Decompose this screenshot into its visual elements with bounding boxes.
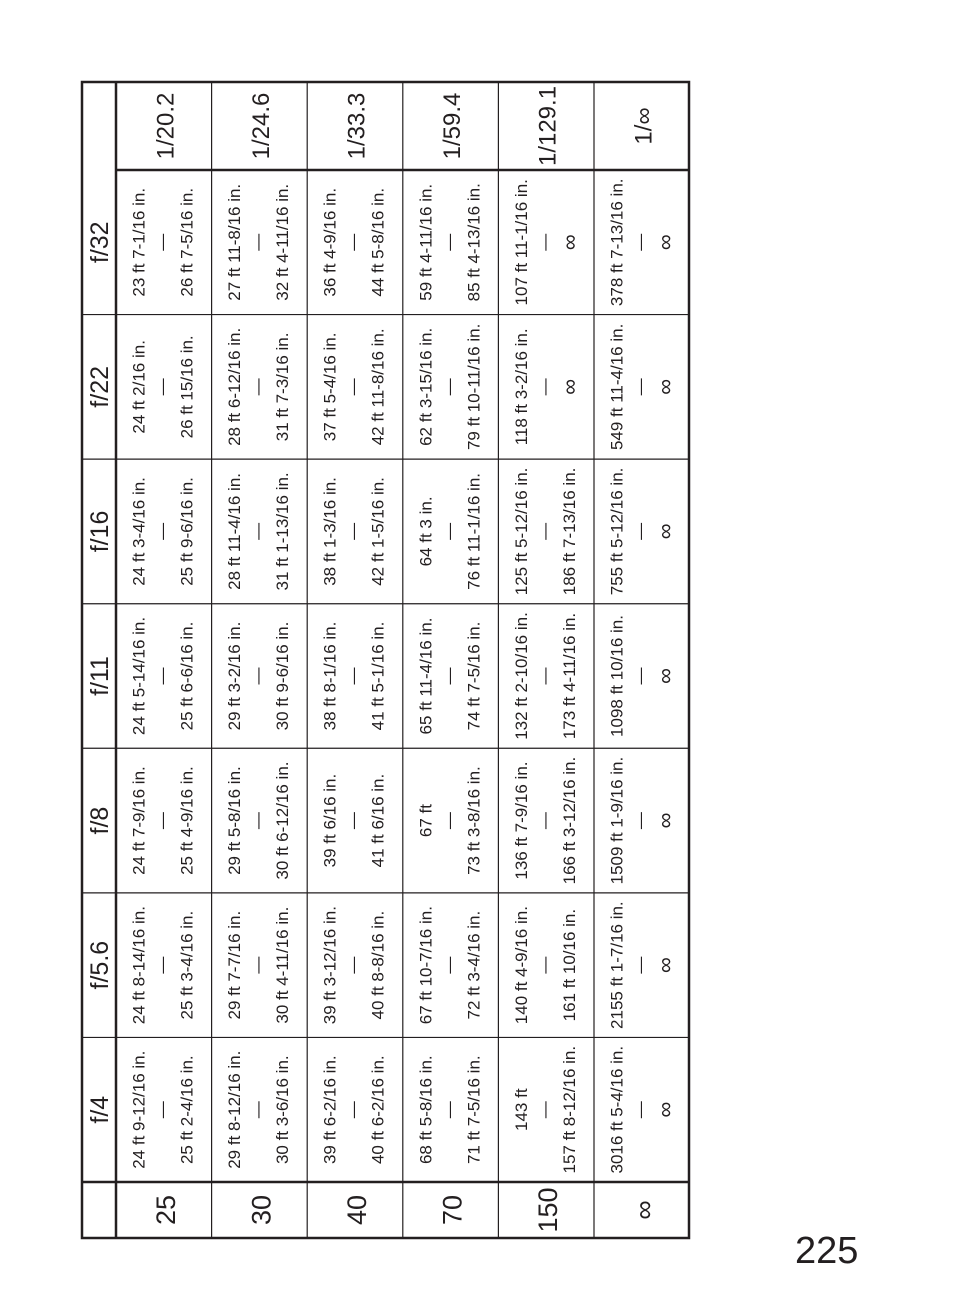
range-dash: —	[343, 378, 363, 396]
range-dash: —	[152, 812, 172, 830]
near-limit: 23 ft 7-1/16 in.	[129, 187, 149, 297]
far-limit: 25 ft 9-6/16 in.	[177, 477, 197, 586]
near-limit: 67 ft	[416, 804, 436, 838]
distance-label: ∞	[628, 1200, 659, 1220]
range-dash: —	[630, 233, 650, 251]
far-limit: 26 ft 15/16 in.	[177, 335, 197, 439]
near-limit: 39 ft 6/16 in.	[320, 773, 340, 868]
far-limit: 41 ft 5-1/16 in.	[368, 621, 388, 731]
near-limit: 27 ft 11-8/16 in.	[225, 183, 245, 301]
magnification-ratio: 1/33.3	[343, 92, 371, 160]
magnification-ratio: 1/129.1	[534, 85, 562, 167]
page-number: 225	[795, 1230, 859, 1272]
range-dash: —	[630, 956, 650, 974]
far-limit: 30 ft 3-6/16 in.	[273, 1055, 293, 1165]
range-dash: —	[534, 378, 554, 396]
near-limit: 28 ft 6-12/16 in.	[225, 327, 245, 446]
near-limit: 24 ft 8-14/16 in.	[129, 906, 149, 1025]
far-limit: ∞	[652, 1101, 678, 1118]
range-dash: —	[152, 1101, 172, 1119]
near-limit: 143 ft	[511, 1088, 531, 1131]
near-limit: 107 ft 11-1/16 in.	[511, 179, 531, 306]
range-dash: —	[439, 378, 459, 396]
near-limit: 37 ft 5-4/16 in.	[320, 332, 340, 442]
range-dash: —	[534, 233, 554, 251]
near-limit: 3016 ft 5-4/16 in.	[607, 1045, 627, 1174]
near-limit: 24 ft 2/16 in.	[129, 340, 149, 434]
near-limit: 39 ft 6-2/16 in.	[320, 1055, 340, 1165]
range-dash: —	[152, 522, 172, 540]
far-limit: 161 ft 10/16 in.	[559, 908, 579, 1022]
range-dash: —	[248, 812, 268, 830]
near-limit: 118 ft 3-2/16 in.	[511, 328, 531, 446]
near-limit: 24 ft 3-4/16 in.	[129, 477, 149, 586]
range-dash: —	[248, 1101, 268, 1119]
near-limit: 39 ft 3-12/16 in.	[320, 906, 340, 1025]
range-dash: —	[439, 812, 459, 830]
near-limit: 755 ft 5-12/16 in.	[607, 467, 627, 596]
far-limit: 25 ft 4-9/16 in.	[177, 766, 197, 875]
range-dash: —	[152, 956, 172, 974]
far-limit: 166 ft 3-12/16 in.	[559, 756, 579, 885]
distance-label: 30	[246, 1194, 277, 1226]
near-limit: 38 ft 1-3/16 in.	[320, 477, 340, 586]
far-limit: 76 ft 11-1/16 in.	[464, 472, 484, 590]
range-dash: —	[343, 1101, 363, 1119]
near-limit: 136 ft 7-9/16 in.	[511, 761, 531, 880]
far-limit: 173 ft 4-11/16 in.	[559, 612, 579, 740]
range-dash: —	[439, 667, 459, 685]
near-limit: 68 ft 5-8/16 in.	[416, 1055, 436, 1165]
near-limit: 29 ft 3-2/16 in.	[225, 621, 245, 731]
magnification-ratio: 1/59.4	[439, 92, 467, 160]
aperture-label: f/22	[86, 366, 114, 408]
range-dash: —	[630, 378, 650, 396]
far-limit: 40 ft 6-2/16 in.	[368, 1055, 388, 1165]
range-dash: —	[343, 233, 363, 251]
far-limit: 42 ft 11-8/16 in.	[368, 328, 388, 446]
range-dash: —	[534, 1101, 554, 1119]
range-dash: —	[248, 233, 268, 251]
far-limit: ∞	[652, 523, 678, 540]
near-limit: 62 ft 3-15/16 in.	[416, 327, 436, 446]
near-limit: 59 ft 4-11/16 in.	[416, 183, 436, 301]
far-limit: ∞	[556, 379, 582, 395]
range-dash: —	[534, 667, 554, 685]
far-limit: 85 ft 4-13/16 in.	[464, 183, 484, 302]
near-limit: 1098 ft 10/16 in.	[607, 615, 627, 737]
far-limit: 41 ft 6/16 in.	[368, 773, 388, 868]
near-limit: 2155 ft 1-7/16 in.	[607, 901, 627, 1029]
range-dash: —	[439, 233, 459, 251]
near-limit: 28 ft 11-4/16 in.	[225, 472, 245, 590]
range-dash: —	[630, 1101, 650, 1119]
far-limit: 71 ft 7-5/16 in.	[464, 1055, 484, 1165]
far-limit: 31 ft 1-13/16 in.	[273, 472, 293, 591]
distance-label: 150	[533, 1187, 564, 1233]
far-limit: 32 ft 4-11/16 in.	[273, 183, 293, 301]
far-limit: 44 ft 5-8/16 in.	[368, 187, 388, 297]
far-limit: ∞	[556, 234, 582, 251]
range-dash: —	[152, 233, 172, 251]
near-limit: 125 ft 5-12/16 in.	[511, 467, 531, 596]
near-limit: 140 ft 4-9/16 in.	[511, 906, 531, 1025]
aperture-label: f/11	[86, 656, 114, 696]
far-limit: 25 ft 6-6/16 in.	[177, 621, 197, 731]
far-limit: 40 ft 8-8/16 in.	[368, 910, 388, 1020]
far-limit: 30 ft 6-12/16 in.	[273, 761, 293, 880]
aperture-label: f/16	[86, 510, 114, 553]
far-limit: ∞	[652, 957, 678, 973]
range-dash: —	[439, 956, 459, 974]
range-dash: —	[439, 522, 459, 540]
distance-label: 70	[437, 1194, 468, 1226]
range-dash: —	[630, 522, 650, 540]
aperture-label: f/8	[86, 806, 114, 835]
near-limit: 24 ft 5-14/16 in.	[129, 616, 149, 736]
range-dash: —	[343, 956, 363, 974]
range-dash: —	[343, 667, 363, 685]
near-limit: 29 ft 8-12/16 in.	[225, 1050, 245, 1169]
near-limit: 29 ft 5-8/16 in.	[225, 766, 245, 875]
near-limit: 549 ft 11-4/16 in.	[607, 323, 627, 451]
near-limit: 67 ft 10-7/16 in.	[416, 906, 436, 1025]
far-limit: ∞	[652, 668, 678, 684]
distance-label: 40	[342, 1194, 372, 1226]
range-dash: —	[534, 522, 554, 540]
far-limit: 25 ft 2-4/16 in.	[177, 1055, 197, 1165]
near-limit: 378 ft 7-13/16 in.	[607, 178, 627, 307]
range-dash: —	[248, 522, 268, 540]
distance-label: 25	[150, 1194, 181, 1226]
far-limit: 79 ft 10-11/16 in.	[464, 323, 484, 451]
far-limit: 157 ft 8-12/16 in.	[559, 1045, 579, 1174]
far-limit: 42 ft 1-5/16 in.	[368, 477, 388, 586]
near-limit: 65 ft 11-4/16 in.	[416, 617, 436, 735]
magnification-ratio: 1/∞	[630, 107, 658, 145]
near-limit: 1509 ft 1-9/16 in.	[607, 756, 627, 885]
far-limit: ∞	[652, 812, 678, 829]
far-limit: 186 ft 7-13/16 in.	[559, 467, 579, 596]
range-dash: —	[343, 522, 363, 540]
far-limit: 31 ft 7-3/16 in.	[273, 332, 293, 442]
far-limit: ∞	[652, 234, 678, 251]
near-limit: 64 ft 3 in.	[416, 496, 436, 567]
magnification-ratio: 1/20.2	[152, 92, 180, 160]
range-dash: —	[630, 812, 650, 830]
far-limit: 30 ft 4-11/16 in.	[273, 906, 293, 1024]
near-limit: 24 ft 9-12/16 in.	[129, 1050, 149, 1169]
range-dash: —	[534, 812, 554, 830]
far-limit: 73 ft 3-8/16 in.	[464, 766, 484, 875]
aperture-label: f/32	[86, 221, 114, 264]
far-limit: 26 ft 7-5/16 in.	[177, 187, 197, 297]
far-limit: 25 ft 3-4/16 in.	[177, 910, 197, 1020]
near-limit: 38 ft 8-1/16 in.	[320, 621, 340, 731]
range-dash: —	[248, 378, 268, 396]
range-dash: —	[630, 667, 650, 685]
range-dash: —	[343, 812, 363, 830]
far-limit: 72 ft 3-4/16 in.	[464, 910, 484, 1020]
aperture-label: f/4	[86, 1095, 114, 1124]
near-limit: 29 ft 7-7/16 in.	[225, 910, 245, 1020]
far-limit: ∞	[652, 379, 678, 395]
range-dash: —	[248, 956, 268, 974]
far-limit: 74 ft 7-5/16 in.	[464, 621, 484, 731]
near-limit: 132 ft 2-10/16 in.	[511, 612, 531, 740]
range-dash: —	[152, 667, 172, 685]
aperture-label: f/5.6	[86, 940, 114, 990]
range-dash: —	[152, 378, 172, 396]
magnification-ratio: 1/24.6	[247, 92, 275, 160]
near-limit: 36 ft 4-9/16 in.	[320, 187, 340, 297]
far-limit: 30 ft 9-6/16 in.	[273, 621, 293, 731]
range-dash: —	[248, 667, 268, 685]
range-dash: —	[439, 1101, 459, 1119]
range-dash: —	[534, 956, 554, 974]
near-limit: 24 ft 7-9/16 in.	[129, 766, 149, 875]
